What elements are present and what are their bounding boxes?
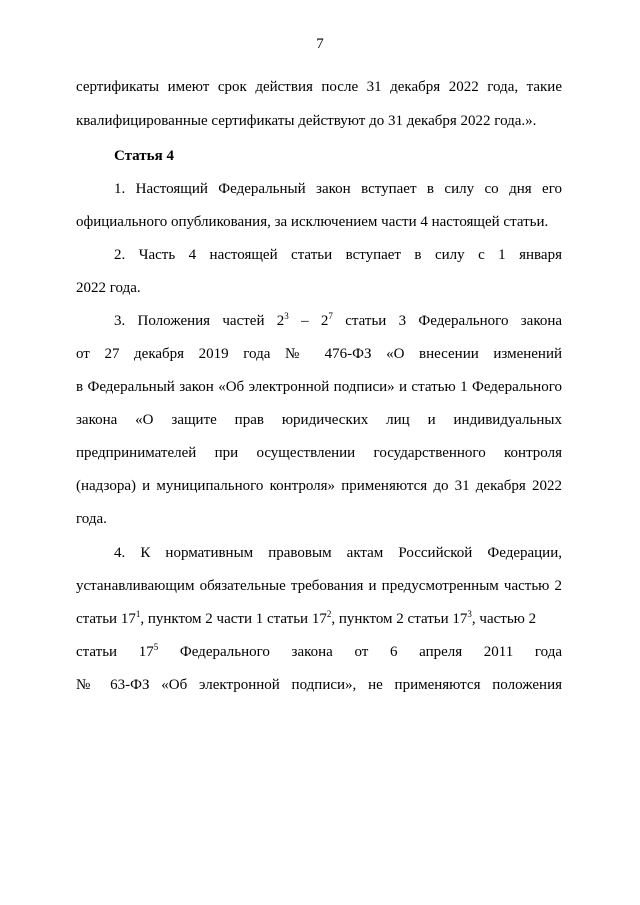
superscript: 5 <box>153 642 159 652</box>
text-line: закона «О защите прав юридических лиц и индивидуальных <box>76 412 562 428</box>
text-line-with-superscripts <box>76 609 562 629</box>
text-fragment: статьи 3 Федерального закона <box>345 313 563 329</box>
superscript: 2 <box>326 609 332 619</box>
text-fragment: , пунктом 2 части 1 статьи 17 <box>140 611 327 627</box>
text-line: 2022 года. <box>76 280 141 296</box>
text-line: (надзора) и муниципального контроля» применяются до 31 декабря 2022 <box>76 478 562 494</box>
article-heading: Статья 4 <box>114 148 174 164</box>
text-fragment: статьи 17 <box>76 644 154 660</box>
formula-base: 2 <box>276 313 285 329</box>
text-line: от 27 декабря 2019 года № 476-ФЗ «О внесении изменений <box>76 346 562 362</box>
text-line: 4. К нормативным правовым актам Российской Федерации, <box>114 545 562 561</box>
text-line: квалифицированные сертификаты действуют до 31 декабря 2022 года.». <box>76 113 537 129</box>
text-line: официального опубликования, за исключением части 4 настоящей статьи. <box>76 214 549 230</box>
superscript: 3 <box>467 609 472 619</box>
formula <box>321 313 333 329</box>
formula-sup: 7 <box>328 311 333 321</box>
text-fragment: Федерального закона от 6 апреля 2011 года <box>179 644 562 660</box>
text-line: предпринимателей при осуществлении государственного контроля <box>76 445 562 461</box>
formula-dash: – <box>301 313 309 329</box>
superscript: 1 <box>135 609 141 619</box>
page-number: 7 <box>316 36 324 52</box>
formula-sup: 3 <box>284 311 289 321</box>
text-fragment: , пунктом 2 статьи 17 <box>331 611 468 627</box>
text-fragment: 3. Положения частей <box>114 313 265 329</box>
formula <box>277 313 289 329</box>
formula-base: 2 <box>320 313 329 329</box>
text-line: № 63-ФЗ «Об электронной подписи», не применяются положения <box>76 677 562 693</box>
text-fragment: , частью 2 <box>471 611 537 627</box>
text-line-with-formula <box>114 311 562 331</box>
text-line: 1. Настоящий Федеральный закон вступает в силу со дня его <box>114 181 562 197</box>
text-line: сертификаты имеют срок действия после 31 декабря 2022 года, такие <box>76 79 562 95</box>
text-line-with-superscript <box>76 642 562 662</box>
text-line: 2. Часть 4 настоящей статьи вступает в силу с 1 января <box>114 247 562 263</box>
text-line: в Федеральный закон «Об электронной подписи» и статью 1 Федерального <box>76 379 562 395</box>
text-line: года. <box>76 511 107 527</box>
text-line: устанавливающим обязательные требования и предусмотренным частью 2 <box>76 578 562 594</box>
text-fragment: статьи 17 <box>76 611 136 627</box>
